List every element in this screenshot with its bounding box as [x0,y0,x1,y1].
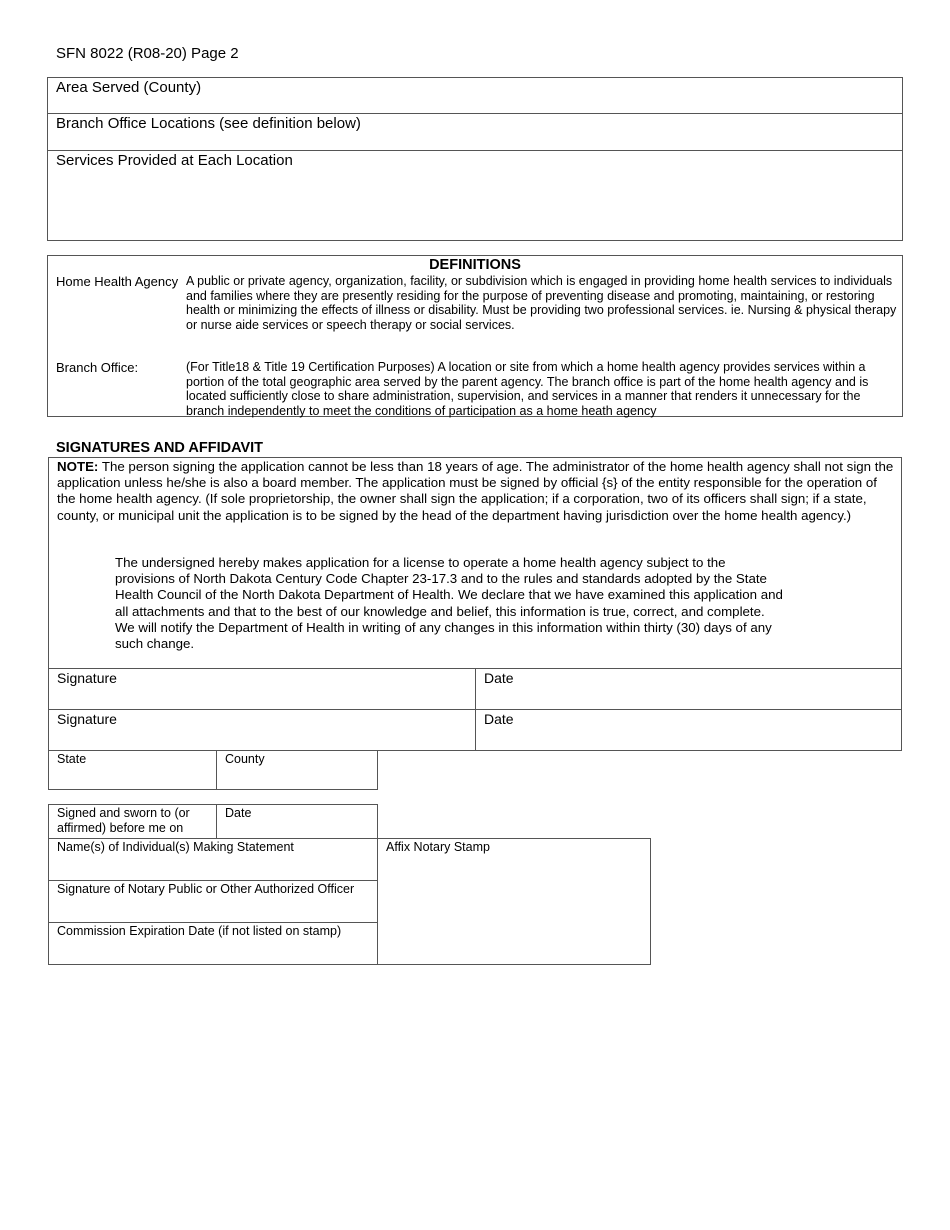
definition-text-home-health: A public or private agency, organization, facility, or subdivision which is engaged in providing home health services to individuals and families where they are presently residing for the purpose of preventing disease and promoting, maintaining, or restoring health or minimizing the effects of illness or disability. Must be providing two professional services. ie. Nursing & physical therapy or nurse aide services or speech therapy or social services. [186,274,897,332]
date-label-2: Date [484,711,514,727]
note-text: The person signing the application cannot be less than 18 years of age. The administrator of the home health agency shall not sign the application unless he/she is also a board member. The application must be signed by official {s} of the entity responsible for the operation of the home health agency. (If sole proprietorship, the owner shall sign the application; if a corporation, two of its officers shall sign; if a state, county, or municipal unit the application is to be signed by the head of the department having jurisdiction over the home health agency.) [57,459,894,523]
notary-signature-field[interactable] [48,880,378,923]
state-label: State [57,752,87,766]
branch-office-field[interactable] [48,114,902,151]
affidavit-note [57,459,895,524]
signature-label-2: Signature [57,711,117,727]
sworn-label-cell [48,804,217,839]
affidavit-declaration: The undersigned hereby makes application for a license to operate a home health agency subject to the provisions of North Dakota Century Code Chapter 23-17.3 and to the rules and standards adopted by the State Health Council of the North Dakota Department of Health. We declare that we have examined this application and all attachments and that to the best of our knowledge and belief, this information is true, correct, and complete. We will notify the Department of Health in writing of any changes in this information within thirty (30) days of any such change. [115,555,783,652]
county-field[interactable] [216,750,378,790]
county-label: County [225,752,265,766]
date-field-2[interactable] [475,709,902,751]
stamp-label: Affix Notary Stamp [386,840,490,854]
affidavit-heading: SIGNATURES AND AFFIDAVIT [56,440,264,456]
signature-field-1[interactable] [48,668,476,710]
notary-signature-label: Signature of Notary Public or Other Authorized Officer [57,882,355,896]
state-field[interactable] [48,750,217,790]
sworn-label: Signed and sworn to (or affirmed) before me on [57,806,190,835]
area-served-label: Area Served (County) [56,79,202,96]
area-served-field[interactable] [48,78,902,114]
sworn-date-label: Date [225,806,252,820]
commission-label: Commission Expiration Date (if not listed on stamp) [57,924,342,938]
definition-text-branch-office: (For Title18 & Title 19 Certification Purposes) A location or site from which a home health agency provides services within a portion of the total geographic area served by the parent agency. The branch office is part of the home health agency and is located sufficiently close to share administration, supervision, and services in a manner that renders it unnecessary for the branch independently to meet the conditions of participation as a home heath agency [186,360,869,418]
notary-stamp-area[interactable] [377,838,651,965]
location-section [47,77,903,241]
date-label-1: Date [484,670,514,686]
form-id: SFN 8022 (R08-20) Page 2 [56,45,239,62]
affidavit-box [48,457,902,669]
branch-office-label: Branch Office Locations (see definition below) [56,115,361,132]
signature-field-2[interactable] [48,709,476,751]
note-label: NOTE: [57,459,99,474]
definitions-section [47,255,903,417]
sworn-date-field[interactable] [216,804,378,839]
date-field-1[interactable] [475,668,902,710]
definition-term-branch-office: Branch Office: [56,360,139,375]
services-field[interactable] [48,151,902,240]
definitions-title: DEFINITIONS [429,257,521,273]
services-label: Services Provided at Each Location [56,152,293,169]
names-label: Name(s) of Individual(s) Making Statement [57,840,294,854]
commission-date-field[interactable] [48,922,378,965]
signature-label-1: Signature [57,670,117,686]
names-field[interactable] [48,838,378,881]
definition-term-home-health: Home Health Agency [56,274,179,289]
